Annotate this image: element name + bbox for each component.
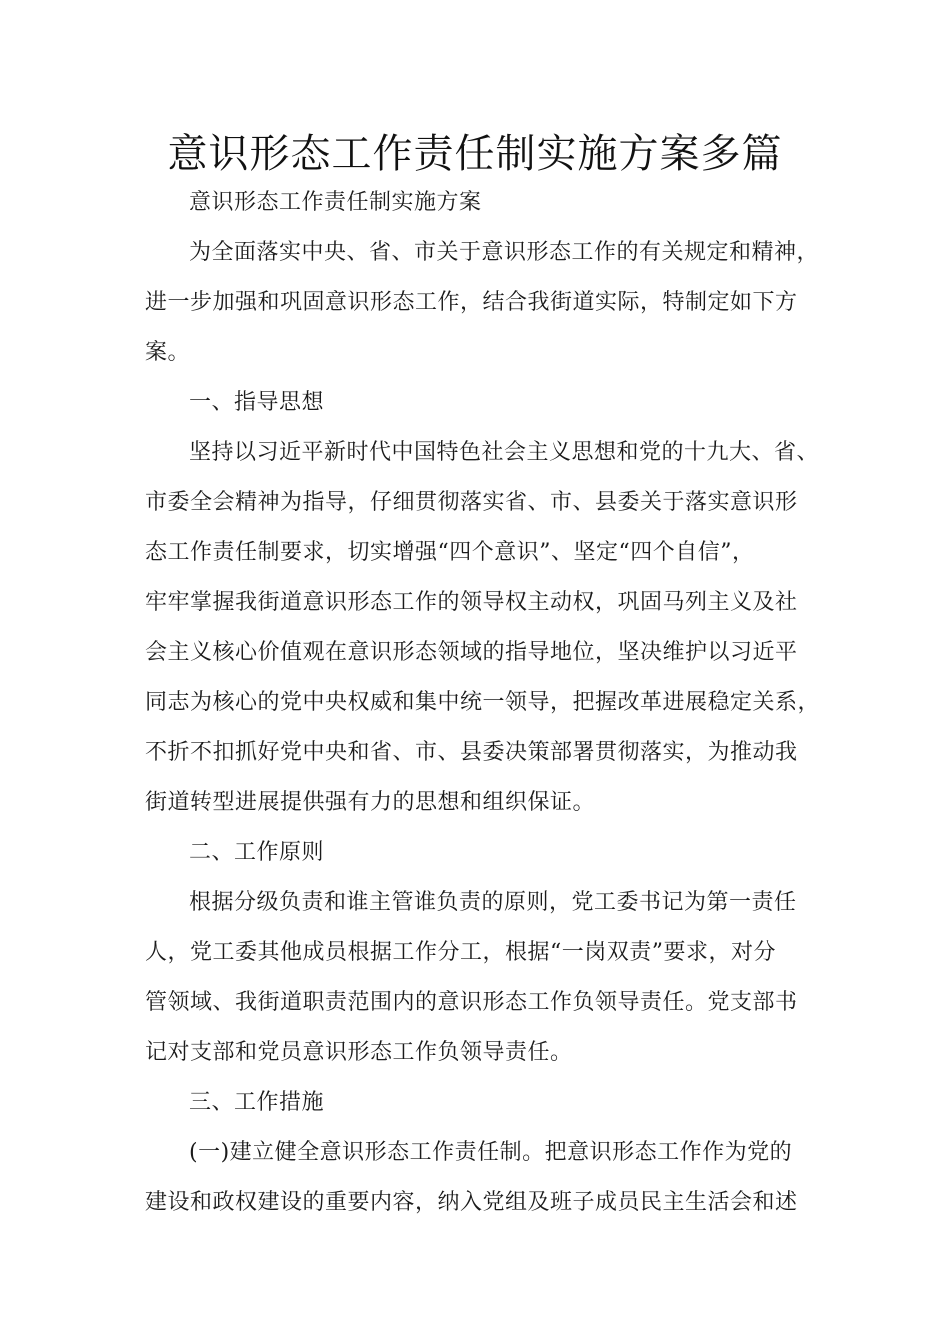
text-line: 态工作责任制要求，切实增强“四个意识”、坚定“四个自信”， [145,540,755,565]
document-body [145,178,825,1228]
text-line: 街道转型进展提供强有力的思想和组织保证。 [145,790,596,815]
text-line: 人，党工委其他成员根据工作分工，根据“一岗双责”要求，对分 [145,940,776,965]
text-line: (一)建立健全意识形态工作责任制。把意识形态工作作为党的 [189,1140,793,1165]
text-line: 牢牢掌握我街道意识形态工作的领导权主动权，巩固马列主义及社 [145,590,798,615]
text-line: 市委全会精神为指导，仔细贯彻落实省、市、县委关于落实意识形 [145,490,798,515]
text-line: 三、工作措施 [189,1090,325,1115]
text-line: 会主义核心价值观在意识形态领域的指导地位，坚决维护以习近平 [145,640,798,665]
text-line: 记对支部和党员意识形态工作负领导责任。 [145,1040,573,1065]
text-line: 意识形态工作责任制实施方案 [189,190,482,215]
text-line: 根据分级负责和谁主管谁负责的原则，党工委书记为第一责任 [189,890,797,915]
text-line: 不折不扣抓好党中央和省、市、县委决策部署贯彻落实，为推动我 [145,740,798,765]
text-line: 同志为核心的党中央权威和集中统一领导，把握改革进展稳定关系， [145,690,821,715]
text-line: 案。 [145,340,191,365]
text-line: 进一步加强和巩固意识形态工作，结合我街道实际，特制定如下方 [145,290,798,315]
text-line: 建设和政权建设的重要内容，纳入党组及班子成员民主生活会和述 [145,1190,798,1215]
text-line: 二、工作原则 [189,840,325,865]
document-title: 意识形态工作责任制实施方案多篇 [167,131,783,177]
text-line: 坚持以习近平新时代中国特色社会主义思想和党的十九大、省、 [189,440,820,465]
text-line: 一、指导思想 [189,390,325,415]
text-line: 管领域、我街道职责范围内的意识形态工作负领导责任。党支部书 [145,990,798,1015]
text-line: 为全面落实中央、省、市关于意识形态工作的有关规定和精神， [189,240,820,265]
